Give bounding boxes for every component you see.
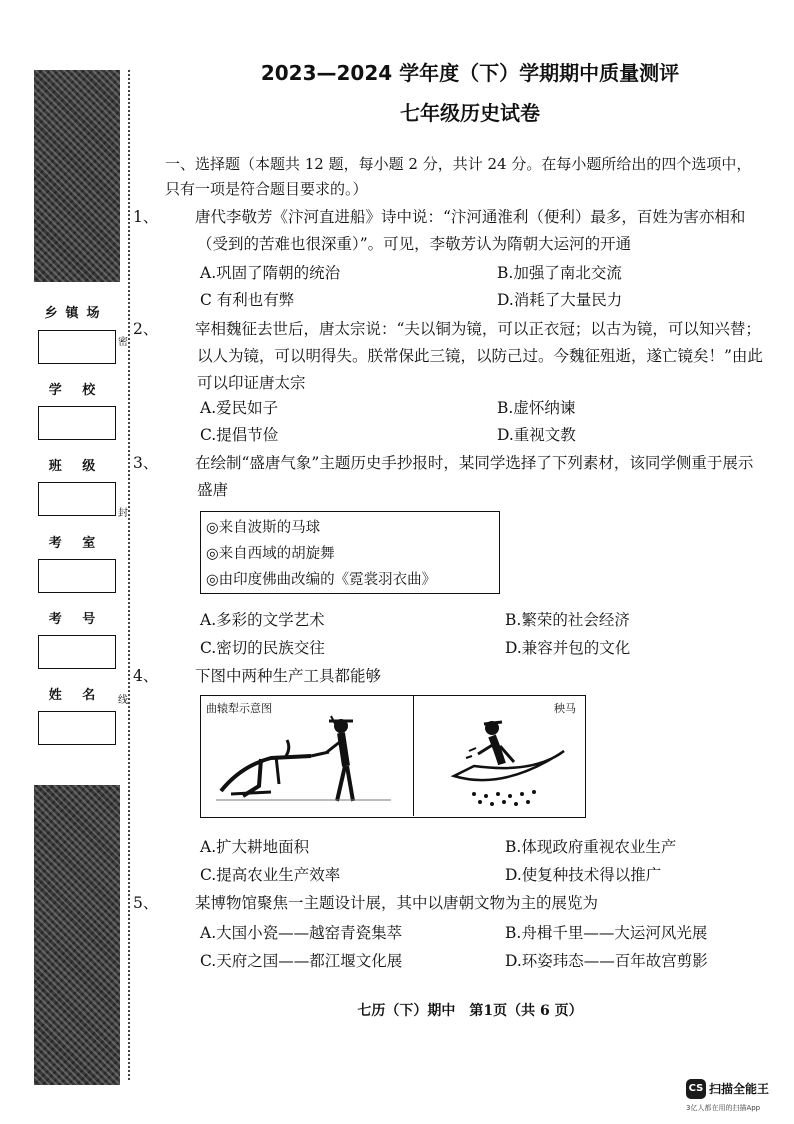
q1-option-b[interactable]: B.加强了南北交流 <box>497 264 622 282</box>
q2-option-c[interactable]: C.提倡节俭 <box>200 426 279 444</box>
question-1 <box>133 204 765 258</box>
q3-option-d[interactable]: D.兼容并包的文化 <box>505 639 631 657</box>
question-number: 4、 <box>133 667 159 685</box>
figure-label: 曲辕犁示意图 <box>206 702 272 715</box>
q4-option-c[interactable]: C.提高农业生产效率 <box>200 866 341 884</box>
field-label-name: 姓 名 <box>48 688 104 703</box>
seal-char-feng: 封 <box>118 503 128 520</box>
hatched-block-top <box>34 70 120 282</box>
curved-plow-illustration <box>201 696 413 816</box>
figure-label: 秧马 <box>554 702 576 715</box>
scanner-app-name: 扫描全能王 <box>709 1082 770 1096</box>
scanner-tagline: 3亿人都在用的扫描App <box>686 1104 761 1112</box>
question-stem: 某博物馆聚焦一主题设计展，其中以唐朝文物为主的展览为 <box>195 894 599 912</box>
field-label-school: 学 校 <box>48 383 104 398</box>
farm-tools-figure <box>200 695 586 818</box>
seal-char-mi: 密 <box>118 332 128 349</box>
section-heading: 一、选择题（本题共 12 题，每小题 2 分，共计 24 分。在每小题所给出的四个选项中，只有一项是符合题目要求的。） <box>165 155 752 198</box>
question-number: 1、 <box>133 208 159 226</box>
scanner-badge <box>686 1079 792 1119</box>
township-input-box[interactable] <box>38 330 116 364</box>
field-label-room: 考 室 <box>48 536 104 551</box>
question-stem: 下图中两种生产工具都能够 <box>195 667 382 685</box>
question-4 <box>133 663 765 690</box>
q3-option-b[interactable]: B.繁荣的社会经济 <box>505 611 630 629</box>
school-input-box[interactable] <box>38 406 116 440</box>
q5-option-c[interactable]: C.天府之国——都江堰文化展 <box>200 952 403 970</box>
field-label-exam-number: 考 号 <box>48 612 104 627</box>
q3-option-c[interactable]: C.密切的民族交往 <box>200 639 325 657</box>
q4-option-b[interactable]: B.体现政府重视农业生产 <box>505 838 677 856</box>
binding-margin <box>0 0 160 1124</box>
q1-option-d[interactable]: D.消耗了大量民力 <box>497 291 623 309</box>
exam-subtitle: 七年级历史试卷 <box>400 101 540 125</box>
material-item: ◎来自波斯的马球 <box>206 520 321 536</box>
question-number: 3、 <box>133 454 159 472</box>
material-box <box>200 511 500 594</box>
field-label-township: 乡镇场 <box>44 306 108 321</box>
camscanner-logo-icon: CS <box>686 1079 706 1099</box>
seal-dotted-line <box>128 70 130 1080</box>
question-3 <box>133 450 765 504</box>
seedling-horse-illustration <box>414 696 584 816</box>
question-2 <box>133 316 765 397</box>
q2-option-a[interactable]: A.爱民如子 <box>200 399 279 417</box>
q1-option-a[interactable]: A.巩固了隋朝的统治 <box>200 264 341 282</box>
hatched-block-bottom <box>34 785 120 1085</box>
q4-option-d[interactable]: D.使复种技术得以推广 <box>505 866 662 884</box>
material-item: ◎来自西域的胡旋舞 <box>206 546 335 562</box>
q2-option-b[interactable]: B.虚怀纳谏 <box>497 399 576 417</box>
field-label-class: 班 级 <box>48 459 104 474</box>
q4-option-a[interactable]: A.扩大耕地面积 <box>200 838 310 856</box>
question-stem: 在绘制“盛唐气象”主题历史手抄报时，某同学选择了下列素材，该同学侧重于展示盛唐 <box>195 454 754 499</box>
class-input-box[interactable] <box>38 482 116 516</box>
q2-option-d[interactable]: D.重视文教 <box>497 426 576 444</box>
q5-option-b[interactable]: B.舟楫千里——大运河风光展 <box>505 924 708 942</box>
question-number: 5、 <box>133 894 159 912</box>
question-stem: 宰相魏征去世后，唐太宗说：“夫以铜为镜，可以正衣冠；以古为镜，可以知兴替；以人为镜，可以明得失。朕常保此三镜，以防己过。今魏征殂逝，遂亡镜矣！”由此可以印证唐太宗 <box>195 320 763 392</box>
question-number: 2、 <box>133 320 159 338</box>
exam-title: 2023—2024 学年度（下）学期期中质量测评 <box>260 61 680 85</box>
q1-option-c[interactable]: C 有利也有弊 <box>200 291 295 309</box>
q5-option-a[interactable]: A.大国小瓷——越窑青瓷集萃 <box>200 924 403 942</box>
material-item: ◎由印度佛曲改编的《霓裳羽衣曲》 <box>206 572 437 588</box>
exam-number-input-box[interactable] <box>38 635 116 669</box>
seal-char-xian: 线 <box>118 690 128 707</box>
rice-seedling-horse-panel <box>414 696 584 816</box>
question-5 <box>133 890 765 917</box>
page-footer: 七历（下）期中 第1页（共 6 页） <box>357 1003 583 1019</box>
q5-option-d[interactable]: D.环姿玮态——百年故宫剪影 <box>505 952 708 970</box>
curved-plow-panel <box>201 696 414 816</box>
q3-option-a[interactable]: A.多彩的文学艺术 <box>200 611 325 629</box>
room-input-box[interactable] <box>38 559 116 593</box>
name-input-box[interactable] <box>38 711 116 745</box>
question-stem: 唐代李敬芳《汴河直进船》诗中说：“汴河通淮利（便利）最多，百姓为害亦相和（受到的苦难也很深重）”。可见，李敬芳认为隋朝大运河的开通 <box>195 208 746 253</box>
